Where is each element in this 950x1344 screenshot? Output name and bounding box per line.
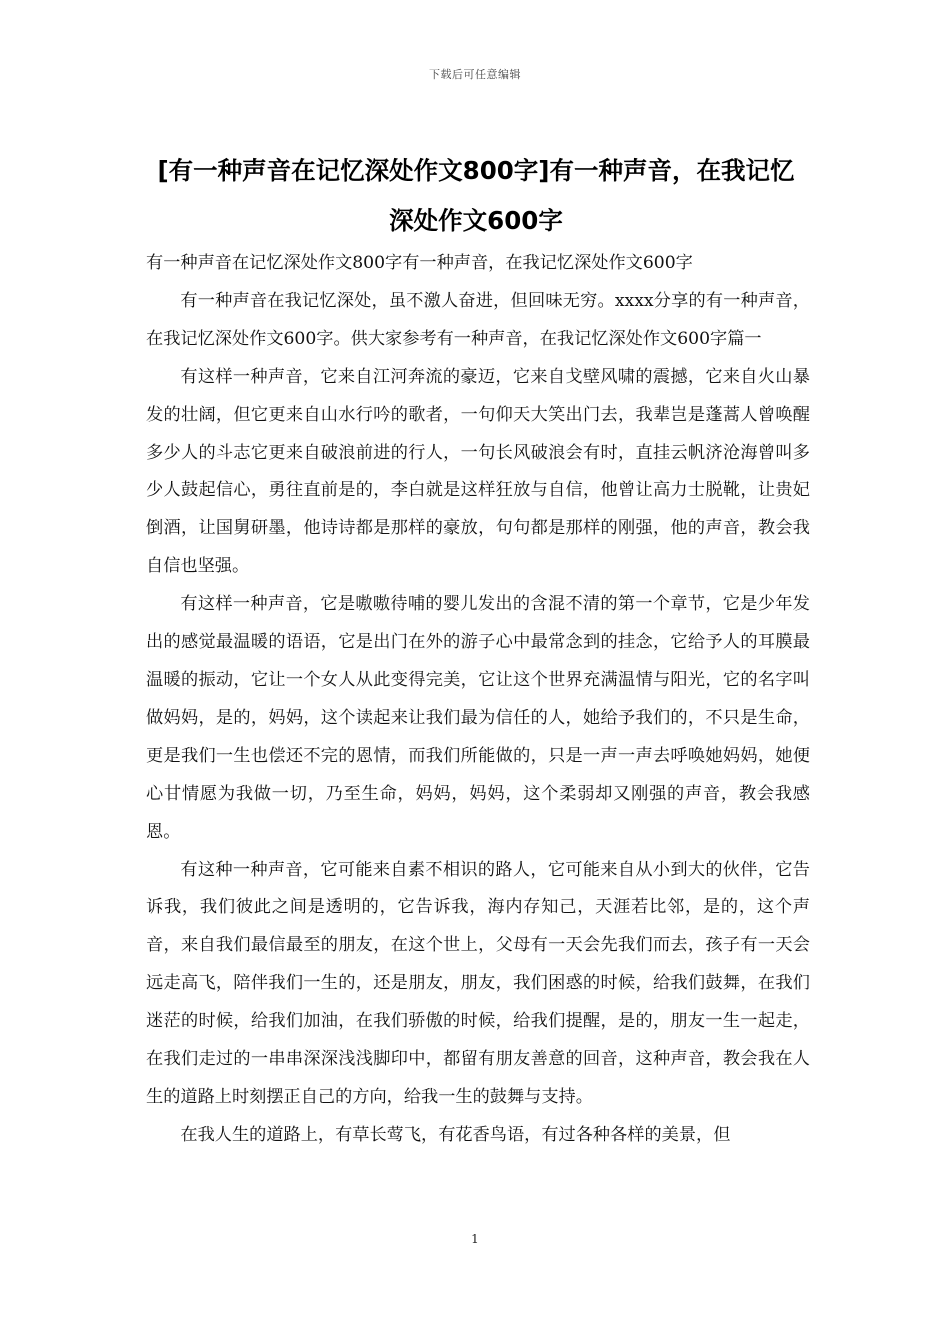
body-paragraph: 有一种声音在我记忆深处，虽不激人奋进，但回味无穷。xxxx分享的有一种声音，在我记忆深处作文600字。供大家参考有一种声音，在我记忆深处作文600字篇一 [146, 290, 810, 349]
document-body [146, 245, 810, 1155]
document-title: [有一种声音在记忆深处作文800字]有一种声音，在我记忆深处作文600字 [157, 156, 795, 235]
body-paragraph: 有这样一种声音，它来自江河奔流的豪迈，它来自戈壁风啸的震撼，它来自火山暴发的壮阔，但它更来自山水行吟的歌者，一句仰天大笑出门去，我辈岂是蓬蒿人曾唤醒多少人的斗志它更来自破浪前进的行人，一句长风破浪会有时，直挂云帆济沧海曾叫多少人鼓起信心，勇往直前是的，李白就是这样狂放与自信，他曾让高力士脱靴，让贵妃倒酒，让国舅研墨，他诗诗都是那样的豪放，句句都是那样的刚强，他的声音，教会我自信也坚强。 [146, 366, 810, 577]
body-paragraph: 有一种声音在记忆深处作文800字有一种声音，在我记忆深处作文600字 [146, 253, 693, 273]
page-number: 1 [471, 1232, 479, 1246]
body-paragraph: 有这种一种声音，它可能来自素不相识的路人，它可能来自从小到大的伙伴，它告诉我，我们彼此之间是透明的，它告诉我，海内存知己，天涯若比邻，是的，这个声音，来自我们最信最至的朋友，在这个世上，父母有一天会先我们而去，孩子有一天会远走高飞，陪伴我们一生的，还是朋友，朋友，我们困惑的时候，给我们鼓舞，在我们迷茫的时候，给我们加油，在我们骄傲的时候，给我们提醒，是的，朋友一生一起走，在我们走过的一串串深深浅浅脚印中，都留有朋友善意的回音，这种声音，教会我在人生的道路上时刻摆正自己的方向，给我一生的鼓舞与支持。 [146, 859, 810, 1107]
body-paragraph: 有这样一种声音，它是嗷嗷待哺的婴儿发出的含混不清的第一个章节，它是少年发出的感觉最温暖的语语，它是出门在外的游子心中最常念到的挂念，它给予人的耳膜最温暖的振动，它让一个女人从此变得完美，它让这个世界充满温情与阳光，它的名字叫做妈妈，是的，妈妈，这个读起来让我们最为信任的人，她给予我们的，不只是生命，更是我们一生也偿还不完的恩情，而我们所能做的，只是一声一声去呼唤她妈妈，她便心甘情愿为我做一切，乃至生命，妈妈，妈妈，这个柔弱却又刚强的声音，教会我感恩。 [146, 594, 810, 842]
body-paragraph: 在我人生的道路上，有草长莺飞，有花香鸟语，有过各种各样的美景，但 [180, 1124, 731, 1145]
header-note: 下载后可任意编辑 [429, 68, 521, 81]
